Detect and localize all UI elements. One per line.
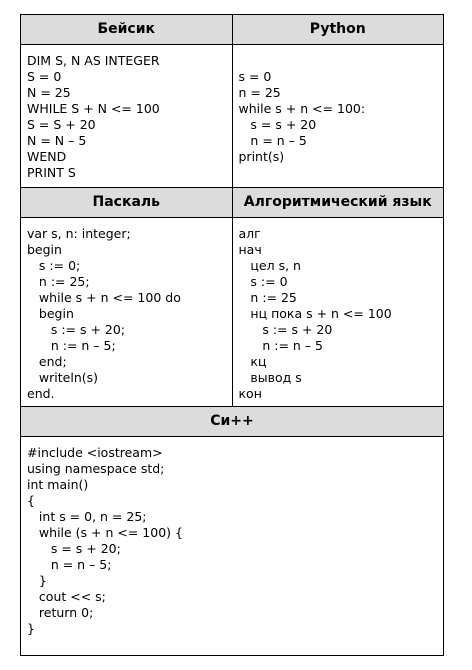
header-row-3 [21,406,443,436]
code-row-1 [21,44,443,187]
algo-header: Алгоритмический язык [232,188,444,217]
code-row-2 [21,217,443,406]
cpp-header: Си++ [21,407,443,436]
basic-code: DIM S, N AS INTEGER S = 0 N = 25 WHILE S + N <= 100 S = S + 20 N = N – 5 WEND PRINT S [27,53,160,180]
pascal-header: Паскаль [21,188,232,217]
python-code: s = 0 n = 25 while s + n <= 100: s = s + 20 n = n – 5 print(s) [232,45,444,187]
header-row-1 [21,15,443,44]
python-header: Python [232,15,444,44]
algo-code: алг нач цел s, n s := 0 n := 25 нц пока s + n <= 100 s := s + 20 n := n – 5 кц вывод s кон [232,218,444,406]
pascal-code: var s, n: integer; begin s := 0; n := 25; while s + n <= 100 do begin s := s + 20; n := n – 5; end; writeln(s) end. [27,226,181,401]
header-row-2 [21,187,443,217]
code-row-3 [21,436,443,655]
code-comparison-table [20,14,444,656]
cpp-code: #include <iostream> using namespace std; int main() { int s = 0, n = 25; while (s + n <= 100) { s = s + 20; n = n – 5; } cout << s; return 0; } [27,445,183,636]
basic-header: Бейсик [21,15,232,44]
